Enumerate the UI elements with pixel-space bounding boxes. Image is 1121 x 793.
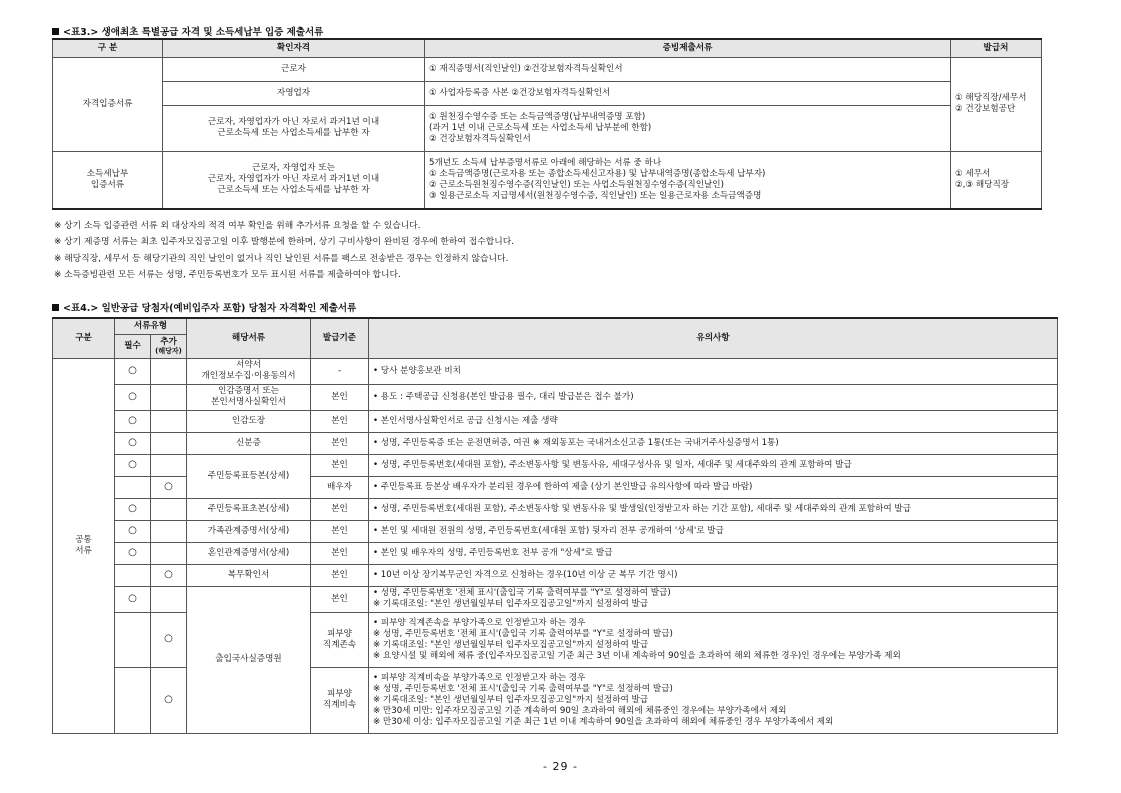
t4-basis-cell: 본인 <box>311 432 369 454</box>
t3-header-qualification: 확인자격 <box>163 39 425 57</box>
t4-header-required: 필수 <box>115 334 151 358</box>
t4-header-document: 해당서류 <box>187 318 311 358</box>
required-mark: ○ <box>115 454 151 476</box>
additional-mark-empty <box>151 410 187 432</box>
t3-group2-label: 소득세납부 입증서류 <box>53 151 163 209</box>
required-mark: ○ <box>115 410 151 432</box>
table3-title-text: <표3.> 생애최초 특별공급 자격 및 소득세납부 입증 제출서류 <box>63 27 324 38</box>
required-mark-empty <box>115 476 151 498</box>
t4-header-basis: 발급기준 <box>311 318 369 358</box>
additional-mark-empty <box>151 586 187 612</box>
t4-note-cell: • 성명, 주민등록번호(세대원 포함), 주소변동사항 및 변동사유, 세대구성사유 및 일자, 세대주 및 세대주와의 관계 포함하여 발급 <box>369 454 1058 476</box>
t4-note-cell: • 본인 및 배우자의 성명, 주민등록번호 전부 공개 "상세"로 발급 <box>369 542 1058 564</box>
required-mark: ○ <box>115 520 151 542</box>
t4-doc-cell: 복무확인서 <box>187 564 311 586</box>
t4-group-label: 공통 서류 <box>53 358 115 733</box>
table4-title <box>52 300 356 314</box>
required-mark-empty <box>115 564 151 586</box>
t4-basis-cell: 피부양 직계존속 <box>311 612 369 667</box>
note-item: ※ 소득증빙관련 모든 서류는 성명, 주민등록번호가 모두 표시된 서류를 제출하여야 합니다. <box>54 270 401 281</box>
additional-mark: ○ <box>151 667 187 733</box>
table4 <box>52 317 1058 734</box>
table-row <box>53 81 1042 105</box>
t4-basis-cell: 피부양 직계비속 <box>311 667 369 733</box>
required-mark: ○ <box>115 586 151 612</box>
t4-doc-cell: 주민등록표등본(상세) <box>187 454 311 498</box>
additional-mark: ○ <box>151 564 187 586</box>
t4-basis-cell: 본인 <box>311 520 369 542</box>
table-row <box>53 105 1042 151</box>
required-mark: ○ <box>115 542 151 564</box>
table3-title <box>52 24 323 38</box>
t4-basis-cell: - <box>311 358 369 384</box>
t3-header-documents: 증빙제출서류 <box>425 39 951 57</box>
table-row <box>53 57 1042 81</box>
table-row <box>53 586 1058 612</box>
t4-note-cell: • 성명, 주민등록번호 '전체 표시'(출입국 기록 출력여부를 "Y"로 설정하여 발급) ※ 기록대조일: "본인 생년월일부터 입주자모집공고일"까지 설정하여 발급 <box>369 586 1058 612</box>
t4-doc-cell: 인감도장 <box>187 410 311 432</box>
t3-group1-issuer: ① 해당직장/세무서 ② 건강보험공단 <box>951 57 1042 151</box>
t4-header-additional-label: 추가 <box>160 336 177 347</box>
table-row <box>53 520 1058 542</box>
required-mark: ○ <box>115 432 151 454</box>
additional-mark-empty <box>151 520 187 542</box>
t3-docs-cell: ① 재직증명서(직인날인) ②건강보험자격득실확인서 <box>425 57 951 81</box>
t4-note-cell: • 피부양 직계비속을 부양가족으로 인정받고자 하는 경우 ※ 성명, 주민등록번호 '전체 표시'(출입국 기록 출력여부를 "Y"로 설정하여 발급) ※ 기록대조일: "본인 생년월일부터 입주자모집공고일"까지 설정하여 발급 ※ 만30세 미만: 입주자모집공고일 기준 계속하여 90일 초과하여 해외에 체류중인 경우에는 부양가족에서 제외 ※ 만30세 이상: 입주자모집공고일 기준 최근 1년 이내 계속하여 90일을 초과하여 해외에 체류중인 경우 부양가족에서 제외 <box>369 667 1058 733</box>
table3 <box>52 38 1042 210</box>
t3-group2-issuer: ① 세무서 ②,③ 해당직장 <box>951 151 1042 209</box>
t4-doc-cell: 신분증 <box>187 432 311 454</box>
t4-basis-cell: 본인 <box>311 564 369 586</box>
t3-qual-cell: 자영업자 <box>163 81 425 105</box>
additional-mark-empty <box>151 432 187 454</box>
t4-header-additional <box>151 334 187 358</box>
table-row <box>53 432 1058 454</box>
table-row <box>53 358 1058 384</box>
page-number: - 29 - <box>543 760 578 773</box>
required-mark: ○ <box>115 498 151 520</box>
t3-group2-qual: 근로자, 자영업자 또는 근로자, 자영업자가 아닌 자로서 과거1년 이내 근로소득세 또는 사업소득세를 납부한 자 <box>163 151 425 209</box>
t4-basis-cell: 본인 <box>311 454 369 476</box>
additional-mark-empty <box>151 542 187 564</box>
additional-mark-empty <box>151 384 187 410</box>
table-row <box>53 564 1058 586</box>
additional-mark-empty <box>151 454 187 476</box>
t3-qual-cell: 근로자 <box>163 57 425 81</box>
t4-header-notes: 유의사항 <box>369 318 1058 358</box>
t4-header-doc-type: 서류유형 <box>115 318 187 334</box>
t4-note-cell: • 용도 : 주택공급 신청용(본인 발급용 필수, 대리 발급분은 접수 불가) <box>369 384 1058 410</box>
t4-basis-cell: 본인 <box>311 542 369 564</box>
additional-mark-empty <box>151 358 187 384</box>
t4-doc-cell: 가족관계증명서(상세) <box>187 520 311 542</box>
note-item: ※ 상기 소득 입증관련 서류 외 대상자의 적격 여부 확인을 위해 추가서류 요청을 할 수 있습니다. <box>54 221 421 231</box>
t4-note-cell: • 본인서명사실확인서로 공급 신청시는 제출 생략 <box>369 410 1058 432</box>
t4-doc-cell: 주민등록표초본(상세) <box>187 498 311 520</box>
t4-note-cell: • 주민등록표 등본상 배우자가 분리된 경우에 한하여 제출 (상기 본인발급 유의사항에 따라 발급 바람) <box>369 476 1058 498</box>
square-bullet-icon <box>52 304 59 311</box>
notes-list <box>54 218 514 284</box>
required-mark: ○ <box>115 358 151 384</box>
t3-header-issuer: 발급처 <box>951 39 1042 57</box>
table-row <box>53 454 1058 476</box>
t4-doc-cell: 인감증명서 또는 본인서명사실확인서 <box>187 384 311 410</box>
t4-note-cell: • 본인 및 세대원 전원의 성명, 주민등록번호(세대원 포함) 뒷자리 전부 공개하여 '상세'로 발급 <box>369 520 1058 542</box>
note-item: ※ 상기 제증명 서류는 최초 입주자모집공고일 이후 발행분에 한하며, 상기 구비사항이 완비된 경우에 한하여 접수합니다. <box>54 237 515 248</box>
t4-basis-cell: 본인 <box>311 586 369 612</box>
table-row <box>53 542 1058 564</box>
required-mark-empty <box>115 667 151 733</box>
t3-group2-docs: 5개년도 소득세 납부증명서류로 아래에 해당하는 서류 중 하나 ① 소득금액증명(근로자용 또는 종합소득세신고자용) 및 납부내역증명(종합소득세 납부자) ② 근로소득원천징수영수증(직인날인) 또는 사업소득원천징수영수증(직인날인) ③ 일용근로소득 지급명세서(원천징수영수증, 직인날인) 또는 일용근로자용 소득금액증명 <box>425 151 951 209</box>
table-row <box>53 151 1042 209</box>
square-bullet-icon <box>52 28 59 35</box>
t4-doc-cell: 서약서 개인정보수집·이용동의서 <box>187 358 311 384</box>
t4-note-cell: • 피부양 직계존속을 부양가족으로 인정받고자 하는 경우 ※ 성명, 주민등록번호 '전체 표시'(출입국 기록 출력여부를 "Y"로 설정하여 발급) ※ 기록대조일: "본인 생년월일부터 입주자모집공고일"까지 설정하여 발급 ※ 요양시설 및 해외에 체류 중(입주자모집공고일 기준 최근 3년 이내 계속하여 90일을 초과하여 해외 체류한 경우)인 경우에는 부양가족 제외 <box>369 612 1058 667</box>
t4-note-cell: • 10년 이상 장기복무군인 자격으로 신청하는 경우(10년 이상 군 복무 기간 명시) <box>369 564 1058 586</box>
t3-group1-label: 자격입증서류 <box>53 57 163 151</box>
t3-qual-cell: 근로자, 자영업자가 아닌 자로서 과거1년 이내 근로소득세 또는 사업소득세를 납부한 자 <box>163 105 425 151</box>
t4-basis-cell: 본인 <box>311 410 369 432</box>
t4-doc-cell: 혼인관계증명서(상세) <box>187 542 311 564</box>
t4-note-cell: • 성명, 주민등록증 또는 운전면허증, 여권 ※ 재외동포는 국내거소신고증 1통(또는 국내거주사실증명서 1통) <box>369 432 1058 454</box>
additional-mark: ○ <box>151 476 187 498</box>
additional-mark: ○ <box>151 612 187 667</box>
t3-header-category: 구 분 <box>53 39 163 57</box>
table-row <box>53 410 1058 432</box>
t4-doc-cell: 출입국사실증명원 <box>187 586 311 733</box>
t4-basis-cell: 본인 <box>311 498 369 520</box>
t4-basis-cell: 본인 <box>311 384 369 410</box>
t4-note-cell: • 성명, 주민등록번호(세대원 포함), 주소변동사항 및 변동사유 및 발생일(인정받고자 하는 기간 포함), 세대주 및 세대주와의 관계 포함하여 발급 <box>369 498 1058 520</box>
t4-header-additional-sub: (해당자) <box>155 346 182 355</box>
t4-basis-cell: 배우자 <box>311 476 369 498</box>
additional-mark-empty <box>151 498 187 520</box>
required-mark: ○ <box>115 384 151 410</box>
t4-note-cell: • 당사 분양홍보관 비치 <box>369 358 1058 384</box>
table4-title-text: <표4.> 일반공급 당첨자(예비입주자 포함) 당첨자 자격확인 제출서류 <box>63 303 357 314</box>
table-row <box>53 384 1058 410</box>
t4-header-category: 구분 <box>53 318 115 358</box>
note-item: ※ 해당직장, 세무서 등 해당기관의 직인 날인이 없거나 직인 날인된 서류를 팩스로 전송받은 경우는 인정하지 않습니다. <box>54 253 509 264</box>
t3-docs-cell: ① 원천징수영수증 또는 소득금액증명(납부내역증명 포함) (과거 1년 이내 근로소득세 또는 사업소득세 납부분에 한함) ② 건강보험자격득실확인서 <box>425 105 951 151</box>
required-mark-empty <box>115 612 151 667</box>
t3-docs-cell: ① 사업자등록증 사본 ②건강보험자격득실확인서 <box>425 81 951 105</box>
table-row <box>53 498 1058 520</box>
